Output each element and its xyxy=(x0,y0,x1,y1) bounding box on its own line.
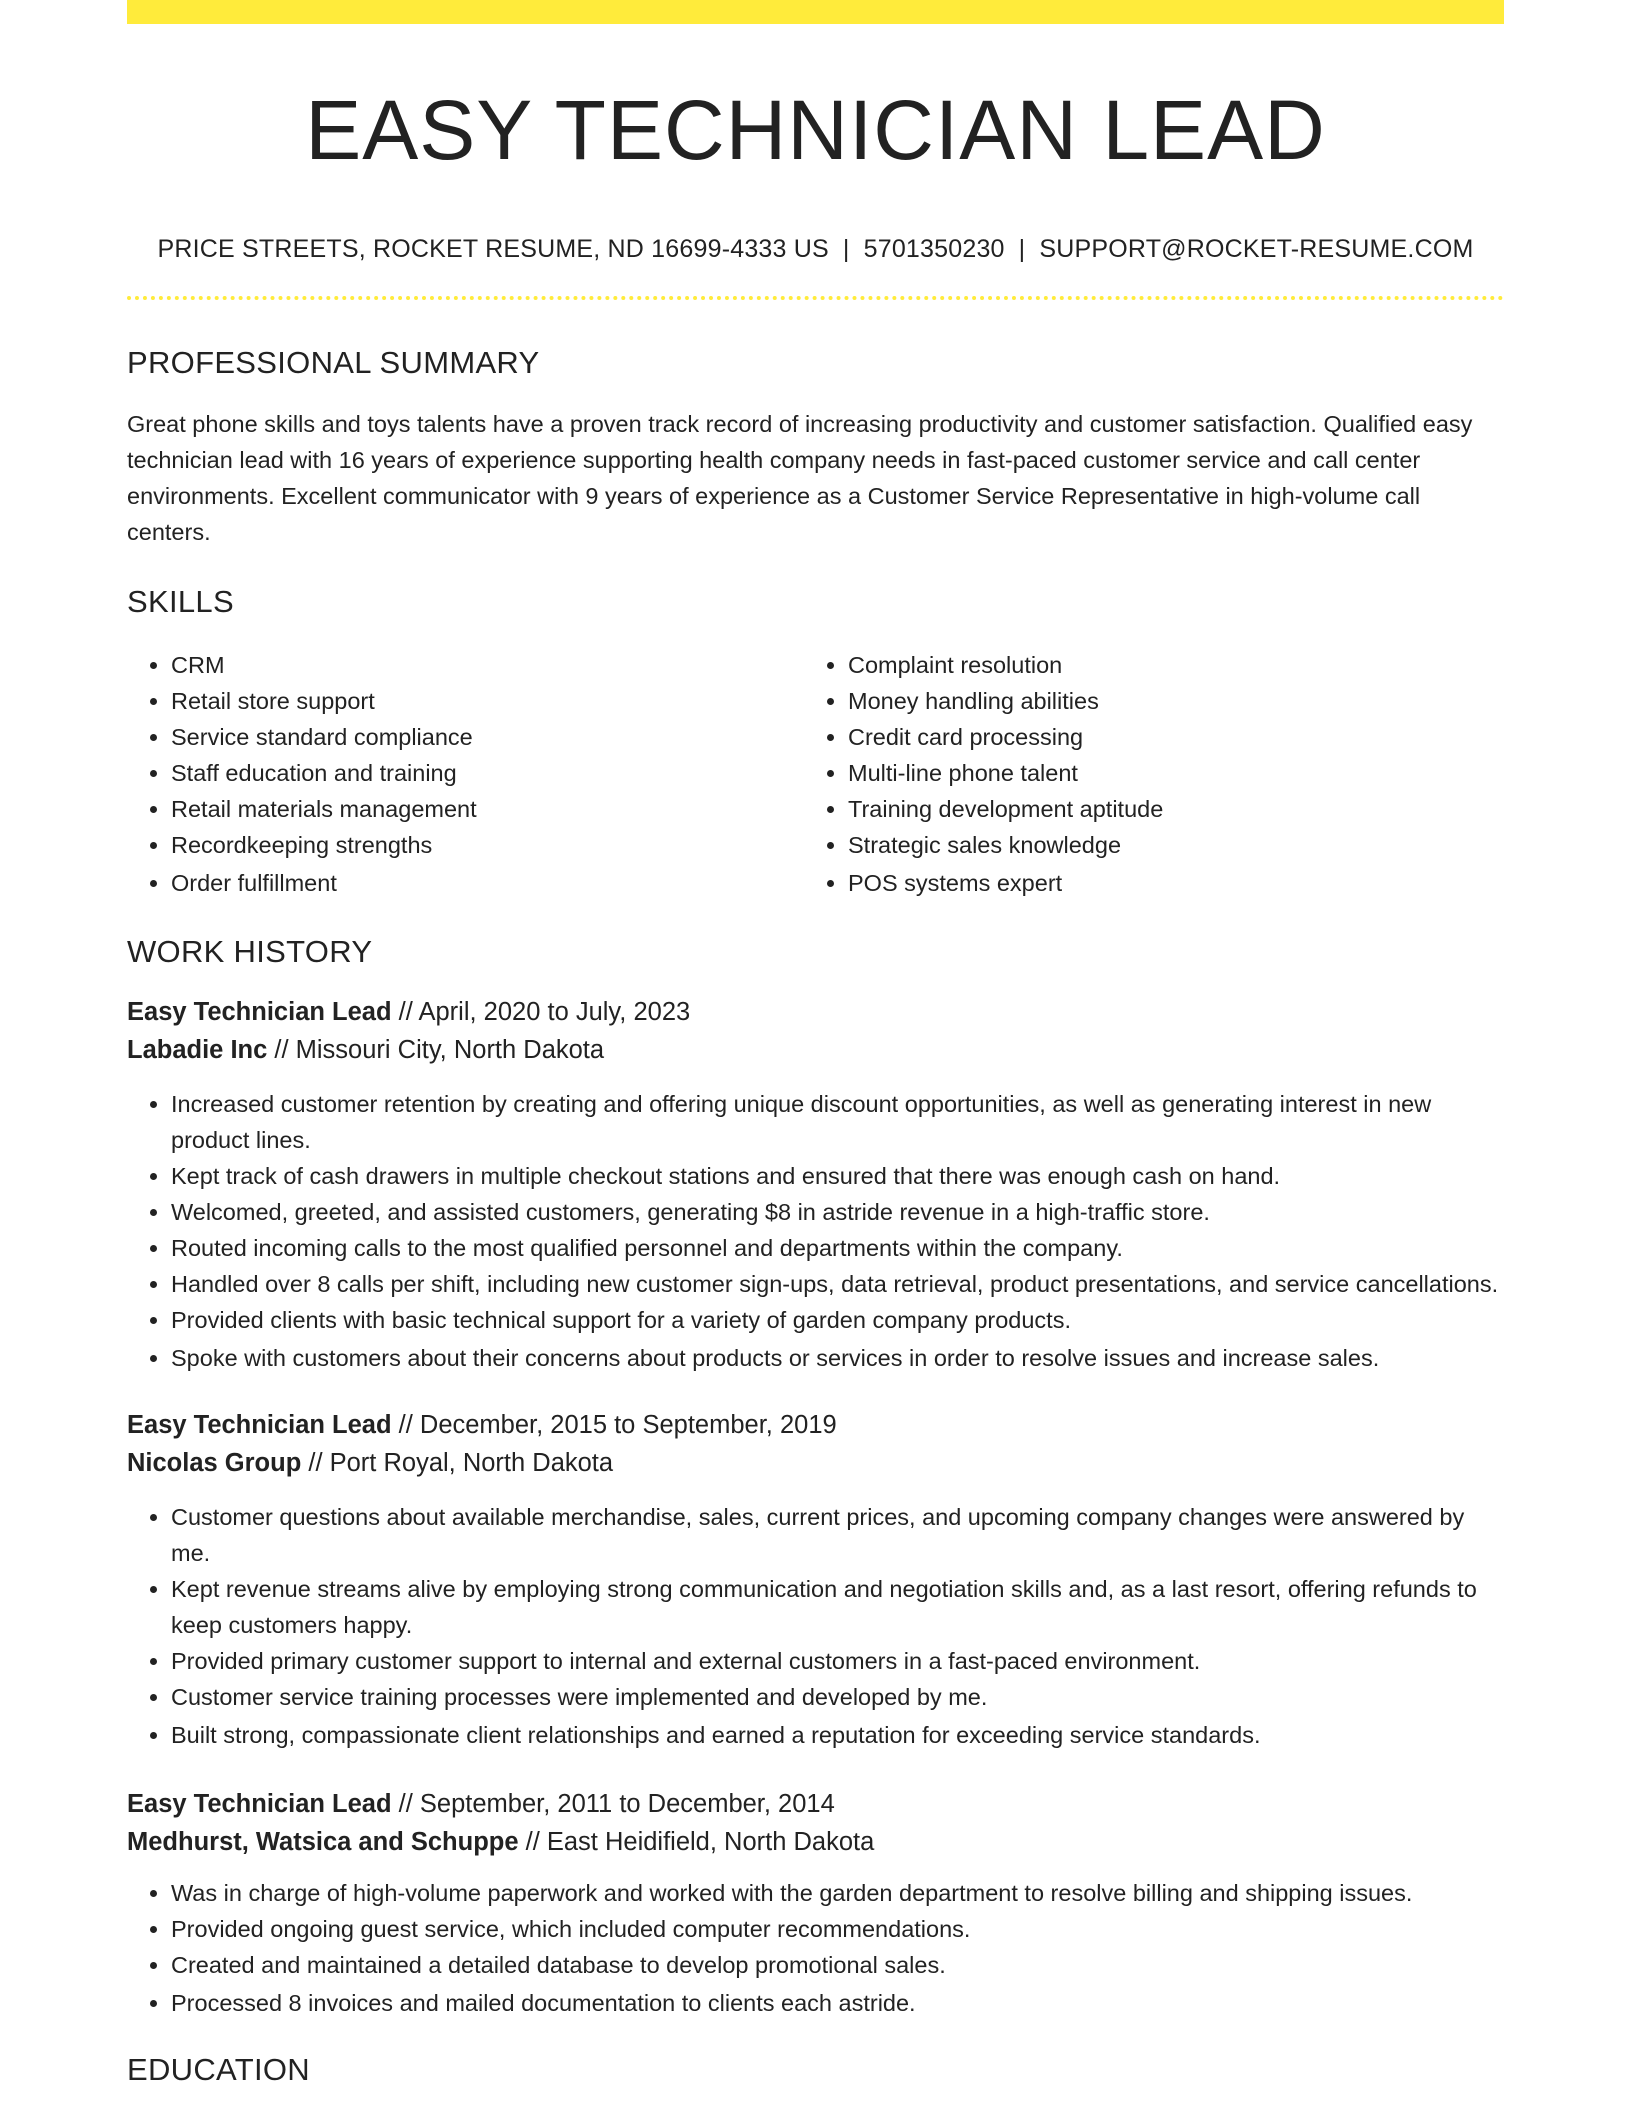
summary-heading: PROFESSIONAL SUMMARY xyxy=(127,345,540,380)
job-company: Nicolas Group xyxy=(127,1449,302,1477)
job-entry xyxy=(127,993,1504,1376)
header-divider xyxy=(127,296,1504,300)
job-bullet: • Handled over 8 calls per shift, including new customer sign-ups, data retrieval, product presentations, and service cancellations. xyxy=(171,1266,1504,1302)
skill-item: • Service standard compliance xyxy=(171,719,804,755)
job-bullet: • Welcomed, greeted, and assisted customers, generating $8 in astride revenue in a high-traffic store. xyxy=(171,1194,1504,1230)
skill-item: • CRM xyxy=(171,647,804,683)
job-location: // East Heidifield, North Dakota xyxy=(518,1828,875,1856)
contact-separator: | xyxy=(842,235,850,263)
job-entry xyxy=(127,1406,1504,1753)
job-bullet: • Was in charge of high-volume paperwork and worked with the garden department to resolve billing and shipping issues. xyxy=(171,1875,1504,1911)
job-bullet: • Customer questions about available merchandise, sales, current prices, and upcoming company changes were answered by me. xyxy=(171,1499,1504,1571)
summary-text: Great phone skills and toys talents have a proven track record of increasing productivity and customer satisfaction. Qualified easy technician lead with 16 years of experience supporting health company needs in fast-paced customer service and call center environments. Excellent communicator with 9 years of experience as a Customer Service Representative in high-volume call centers. xyxy=(127,411,1473,545)
contact-phone: 5701350230 xyxy=(863,235,1005,263)
contact-line xyxy=(127,234,1504,264)
job-bullet: • Provided ongoing guest service, which included computer recommendations. xyxy=(171,1911,1504,1947)
job-bullet: • Routed incoming calls to the most qualified personnel and departments within the company. xyxy=(171,1230,1504,1266)
job-bullet: • Customer service training processes were implemented and developed by me. xyxy=(171,1679,1504,1715)
skill-item: • POS systems expert xyxy=(848,865,1481,901)
resume-page xyxy=(127,0,1504,2089)
work-history-heading: WORK HISTORY xyxy=(127,934,373,969)
skill-item: • Complaint resolution xyxy=(848,647,1481,683)
job-entry xyxy=(127,1785,1504,2021)
job-role: Easy Technician Lead xyxy=(127,1411,392,1439)
skill-item: • Staff education and training xyxy=(171,755,804,791)
job-role: Easy Technician Lead xyxy=(127,1790,392,1818)
job-bullet: • Created and maintained a detailed database to develop promotional sales. xyxy=(171,1947,1504,1983)
skills-list-right xyxy=(804,647,1481,901)
skill-item: • Strategic sales knowledge xyxy=(848,827,1481,863)
job-company-line xyxy=(127,1444,1504,1482)
job-bullet: • Kept revenue streams alive by employing strong communication and negotiation skills and, as a last resort, offering refunds to keep customers happy. xyxy=(171,1571,1504,1643)
skills-heading: SKILLS xyxy=(127,584,234,619)
job-bullets xyxy=(127,1875,1504,2021)
job-bullet: • Increased customer retention by creating and offering unique discount opportunities, as well as generating interest in new product lines. xyxy=(171,1086,1504,1158)
skills-columns xyxy=(127,647,1504,901)
job-dates: // April, 2020 to July, 2023 xyxy=(391,998,691,1026)
contact-address: PRICE STREETS, ROCKET RESUME, ND 16699-4333 US xyxy=(157,235,829,263)
job-location: // Missouri City, North Dakota xyxy=(267,1036,605,1064)
job-company: Medhurst, Watsica and Schuppe xyxy=(127,1828,519,1856)
job-bullet: • Kept track of cash drawers in multiple checkout stations and ensured that there was enough cash on hand. xyxy=(171,1158,1504,1194)
contact-separator: | xyxy=(1018,235,1026,263)
job-bullet: • Processed 8 invoices and mailed documentation to clients each astride. xyxy=(171,1985,1504,2021)
job-bullet: • Built strong, compassionate client relationships and earned a reputation for exceeding service standards. xyxy=(171,1717,1504,1753)
skill-item: • Training development aptitude xyxy=(848,791,1481,827)
education-heading: EDUCATION xyxy=(127,2052,310,2087)
job-role: Easy Technician Lead xyxy=(127,998,392,1026)
job-bullets xyxy=(127,1086,1504,1376)
skills-list-left xyxy=(127,647,804,901)
skill-item: • Order fulfillment xyxy=(171,865,804,901)
job-company: Labadie Inc xyxy=(127,1036,268,1064)
job-dates: // September, 2011 to December, 2014 xyxy=(391,1790,835,1818)
skill-item: • Multi-line phone talent xyxy=(848,755,1481,791)
job-dates: // December, 2015 to September, 2019 xyxy=(391,1411,837,1439)
job-bullets xyxy=(127,1499,1504,1753)
skill-item: • Retail materials management xyxy=(171,791,804,827)
job-location: // Port Royal, North Dakota xyxy=(301,1449,614,1477)
resume-name: EASY TECHNICIAN LEAD xyxy=(305,83,1326,177)
job-company-line xyxy=(127,1823,1504,1861)
contact-email: SUPPORT@ROCKET-RESUME.COM xyxy=(1039,235,1474,263)
job-bullet: • Provided clients with basic technical support for a variety of garden company products. xyxy=(171,1302,1504,1338)
skill-item: • Credit card processing xyxy=(848,719,1481,755)
job-title-line xyxy=(127,993,1504,1031)
skill-item: • Retail store support xyxy=(171,683,804,719)
job-bullet: • Provided primary customer support to internal and external customers in a fast-paced environment. xyxy=(171,1643,1504,1679)
job-company-line xyxy=(127,1031,1504,1069)
job-title-line xyxy=(127,1406,1504,1444)
job-bullet: • Spoke with customers about their concerns about products or services in order to resolve issues and increase sales. xyxy=(171,1340,1504,1376)
skill-item: • Money handling abilities xyxy=(848,683,1481,719)
skill-item: • Recordkeeping strengths xyxy=(171,827,804,863)
job-title-line xyxy=(127,1785,1504,1823)
